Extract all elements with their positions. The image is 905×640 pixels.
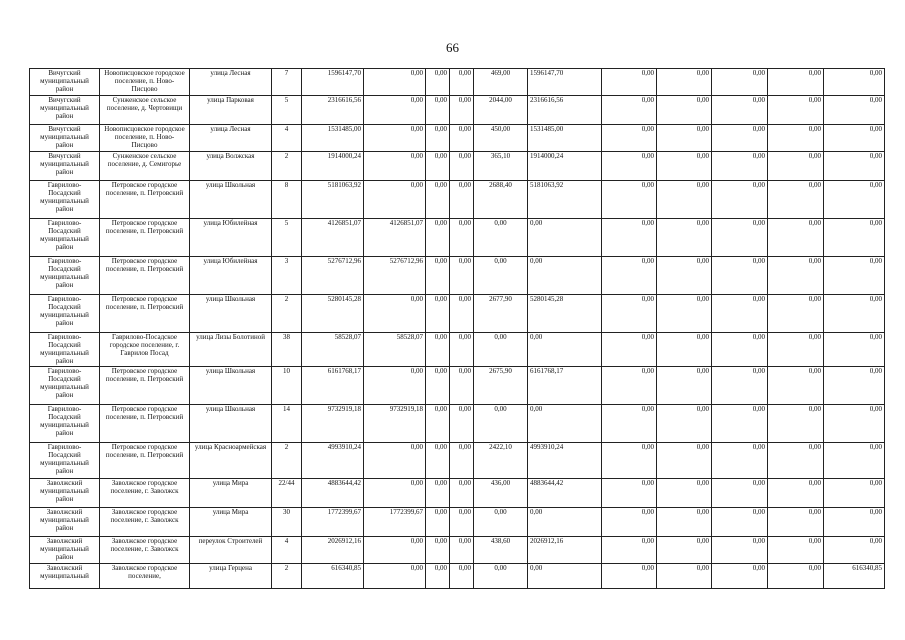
value-cell: 0,00	[712, 69, 768, 96]
district-cell: Вичугский муниципальный район	[30, 96, 100, 125]
value-cell: 0,00	[450, 479, 474, 508]
value-cell: 0,00	[426, 181, 450, 219]
value-cell: 0,00	[450, 443, 474, 479]
value-cell: 616340,85	[824, 564, 885, 589]
value-cell: 0,00	[450, 181, 474, 219]
value-cell: 0,00	[824, 537, 885, 564]
regional-cost-cell: 0,00	[528, 564, 602, 589]
table-row	[30, 479, 885, 508]
value-cell: 0,00	[450, 537, 474, 564]
value-cell: 0,00	[426, 295, 450, 333]
value-cell: 0,00	[657, 96, 712, 125]
value-cell: 0,00	[450, 219, 474, 257]
area-cell: 0,00	[474, 564, 528, 589]
value-cell: 0,00	[768, 69, 824, 96]
settlement-cell: Заволжское городское поселение, г. Заволжск	[100, 479, 190, 508]
value-cell: 0,00	[450, 295, 474, 333]
value-cell: 0,00	[450, 508, 474, 537]
house-number-cell: 14	[272, 405, 302, 443]
fund-cost-cell: 0,00	[364, 152, 426, 181]
value-cell: 0,00	[657, 443, 712, 479]
street-cell: улица Школьная	[190, 405, 272, 443]
total-cost-cell: 4126851,07	[302, 219, 364, 257]
total-cost-cell: 9732919,18	[302, 405, 364, 443]
regional-cost-cell: 1531485,00	[528, 125, 602, 152]
regional-cost-cell: 0,00	[528, 405, 602, 443]
value-cell: 0,00	[712, 405, 768, 443]
value-cell: 0,00	[712, 257, 768, 295]
fund-cost-cell: 9732919,18	[364, 405, 426, 443]
district-cell: Гаврилово-Посадский муниципальный район	[30, 257, 100, 295]
value-cell: 0,00	[712, 295, 768, 333]
district-cell: Гаврилово-Посадский муниципальный район	[30, 443, 100, 479]
regional-cost-cell: 6161768,17	[528, 367, 602, 405]
total-cost-cell: 1914000,24	[302, 152, 364, 181]
district-cell: Гаврилово-Посадский муниципальный район	[30, 405, 100, 443]
value-cell: 0,00	[450, 152, 474, 181]
value-cell: 0,00	[768, 96, 824, 125]
value-cell: 0,00	[426, 125, 450, 152]
area-cell: 469,00	[474, 69, 528, 96]
value-cell: 0,00	[602, 537, 657, 564]
value-cell: 0,00	[426, 333, 450, 367]
regional-cost-cell: 0,00	[528, 508, 602, 537]
regional-cost-cell: 0,00	[528, 333, 602, 367]
value-cell: 0,00	[768, 125, 824, 152]
fund-cost-cell: 0,00	[364, 443, 426, 479]
settlement-cell: Заволжское городское поселение, г. Заволжск	[100, 508, 190, 537]
value-cell: 0,00	[450, 405, 474, 443]
total-cost-cell: 1596147,70	[302, 69, 364, 96]
table-row	[30, 295, 885, 333]
table-row	[30, 69, 885, 96]
table-row	[30, 125, 885, 152]
table-row	[30, 219, 885, 257]
register-table	[29, 68, 885, 589]
value-cell: 0,00	[657, 69, 712, 96]
total-cost-cell: 4883644,42	[302, 479, 364, 508]
street-cell: улица Парковая	[190, 96, 272, 125]
regional-cost-cell: 1596147,70	[528, 69, 602, 96]
street-cell: улица Лесная	[190, 69, 272, 96]
value-cell: 0,00	[602, 479, 657, 508]
value-cell: 0,00	[657, 508, 712, 537]
house-number-cell: 2	[272, 295, 302, 333]
house-number-cell: 5	[272, 96, 302, 125]
fund-cost-cell: 0,00	[364, 537, 426, 564]
value-cell: 0,00	[824, 96, 885, 125]
area-cell: 2675,90	[474, 367, 528, 405]
value-cell: 0,00	[657, 219, 712, 257]
street-cell: улица Лесная	[190, 125, 272, 152]
value-cell: 0,00	[712, 181, 768, 219]
value-cell: 0,00	[712, 219, 768, 257]
value-cell: 0,00	[824, 219, 885, 257]
total-cost-cell: 616340,85	[302, 564, 364, 589]
table-row	[30, 152, 885, 181]
district-cell: Вичугский муниципальный район	[30, 152, 100, 181]
street-cell: улица Волжская	[190, 152, 272, 181]
total-cost-cell: 6161768,17	[302, 367, 364, 405]
value-cell: 0,00	[602, 508, 657, 537]
house-number-cell: 2	[272, 564, 302, 589]
street-cell: улица Красноармейская	[190, 443, 272, 479]
district-cell: Гаврилово-Посадский муниципальный район	[30, 219, 100, 257]
value-cell: 0,00	[602, 181, 657, 219]
table-row	[30, 181, 885, 219]
value-cell: 0,00	[824, 333, 885, 367]
value-cell: 0,00	[768, 152, 824, 181]
area-cell: 2044,00	[474, 96, 528, 125]
area-cell: 438,60	[474, 537, 528, 564]
street-cell: улица Школьная	[190, 181, 272, 219]
value-cell: 0,00	[824, 443, 885, 479]
settlement-cell: Заволжское городское поселение,	[100, 564, 190, 589]
fund-cost-cell: 0,00	[364, 479, 426, 508]
regional-cost-cell: 0,00	[528, 219, 602, 257]
area-cell: 0,00	[474, 405, 528, 443]
street-cell: переулок Строителей	[190, 537, 272, 564]
district-cell: Гаврилово-Посадский муниципальный район	[30, 333, 100, 367]
value-cell: 0,00	[657, 564, 712, 589]
house-number-cell: 7	[272, 69, 302, 96]
table-row	[30, 333, 885, 367]
settlement-cell: Петровское городское поселение, п. Петровский	[100, 219, 190, 257]
regional-cost-cell: 4993910,24	[528, 443, 602, 479]
fund-cost-cell: 0,00	[364, 125, 426, 152]
table-row	[30, 405, 885, 443]
value-cell: 0,00	[712, 152, 768, 181]
house-number-cell: 2	[272, 443, 302, 479]
street-cell: улица Герцена	[190, 564, 272, 589]
regional-cost-cell: 1914000,24	[528, 152, 602, 181]
district-cell: Вичугский муниципальный район	[30, 69, 100, 96]
value-cell: 0,00	[602, 333, 657, 367]
value-cell: 0,00	[426, 367, 450, 405]
value-cell: 0,00	[426, 537, 450, 564]
house-number-cell: 3	[272, 257, 302, 295]
area-cell: 2422,10	[474, 443, 528, 479]
value-cell: 0,00	[450, 257, 474, 295]
value-cell: 0,00	[768, 405, 824, 443]
value-cell: 0,00	[602, 69, 657, 96]
street-cell: улица Лизы Болотиной	[190, 333, 272, 367]
fund-cost-cell: 0,00	[364, 295, 426, 333]
value-cell: 0,00	[426, 96, 450, 125]
value-cell: 0,00	[768, 219, 824, 257]
house-number-cell: 22/44	[272, 479, 302, 508]
district-cell: Заволжский муниципальный район	[30, 479, 100, 508]
value-cell: 0,00	[602, 125, 657, 152]
house-number-cell: 10	[272, 367, 302, 405]
value-cell: 0,00	[602, 295, 657, 333]
street-cell: улица Мира	[190, 508, 272, 537]
table-row	[30, 443, 885, 479]
value-cell: 0,00	[712, 537, 768, 564]
value-cell: 0,00	[602, 564, 657, 589]
value-cell: 0,00	[657, 125, 712, 152]
value-cell: 0,00	[426, 152, 450, 181]
table-body	[30, 69, 885, 589]
value-cell: 0,00	[426, 219, 450, 257]
value-cell: 0,00	[768, 443, 824, 479]
value-cell: 0,00	[824, 508, 885, 537]
district-cell: Заволжский муниципальный район	[30, 508, 100, 537]
value-cell: 0,00	[602, 152, 657, 181]
value-cell: 0,00	[426, 405, 450, 443]
value-cell: 0,00	[824, 125, 885, 152]
value-cell: 0,00	[768, 295, 824, 333]
settlement-cell: Заволжское городское поселение, г. Заволжск	[100, 537, 190, 564]
value-cell: 0,00	[768, 564, 824, 589]
house-number-cell: 2	[272, 152, 302, 181]
value-cell: 0,00	[824, 69, 885, 96]
value-cell: 0,00	[657, 181, 712, 219]
settlement-cell: Петровское городское поселение, п. Петровский	[100, 443, 190, 479]
area-cell: 2677,90	[474, 295, 528, 333]
value-cell: 0,00	[824, 367, 885, 405]
street-cell: улица Школьная	[190, 295, 272, 333]
value-cell: 0,00	[657, 479, 712, 508]
district-cell: Заволжский муниципальный район	[30, 537, 100, 564]
street-cell: улица Юбилейная	[190, 219, 272, 257]
settlement-cell: Новописцовское городское поселение, п. Ново-Писцово	[100, 69, 190, 96]
fund-cost-cell: 0,00	[364, 367, 426, 405]
value-cell: 0,00	[602, 96, 657, 125]
value-cell: 0,00	[450, 564, 474, 589]
value-cell: 0,00	[657, 257, 712, 295]
fund-cost-cell: 5276712,96	[364, 257, 426, 295]
total-cost-cell: 4993910,24	[302, 443, 364, 479]
area-cell: 365,10	[474, 152, 528, 181]
fund-cost-cell: 0,00	[364, 564, 426, 589]
settlement-cell: Петровское городское поселение, п. Петровский	[100, 367, 190, 405]
district-cell: Заволжский муниципальный	[30, 564, 100, 589]
fund-cost-cell: 4126851,07	[364, 219, 426, 257]
value-cell: 0,00	[450, 333, 474, 367]
value-cell: 0,00	[602, 219, 657, 257]
total-cost-cell: 5181063,92	[302, 181, 364, 219]
regional-cost-cell: 4883644,42	[528, 479, 602, 508]
table-row	[30, 96, 885, 125]
fund-cost-cell: 58528,07	[364, 333, 426, 367]
value-cell: 0,00	[824, 257, 885, 295]
value-cell: 0,00	[602, 443, 657, 479]
table-row	[30, 257, 885, 295]
value-cell: 0,00	[768, 479, 824, 508]
value-cell: 0,00	[768, 257, 824, 295]
area-cell: 0,00	[474, 333, 528, 367]
total-cost-cell: 5276712,96	[302, 257, 364, 295]
value-cell: 0,00	[712, 443, 768, 479]
value-cell: 0,00	[768, 537, 824, 564]
table-row	[30, 537, 885, 564]
street-cell: улица Школьная	[190, 367, 272, 405]
table-row	[30, 367, 885, 405]
value-cell: 0,00	[450, 69, 474, 96]
value-cell: 0,00	[657, 333, 712, 367]
house-number-cell: 38	[272, 333, 302, 367]
value-cell: 0,00	[426, 564, 450, 589]
settlement-cell: Сунженское сельское поселение, д. Семигорье	[100, 152, 190, 181]
fund-cost-cell: 0,00	[364, 69, 426, 96]
regional-cost-cell: 5181063,92	[528, 181, 602, 219]
settlement-cell: Петровское городское поселение, п. Петровский	[100, 257, 190, 295]
house-number-cell: 5	[272, 219, 302, 257]
table-row	[30, 564, 885, 589]
value-cell: 0,00	[712, 333, 768, 367]
total-cost-cell: 2316616,56	[302, 96, 364, 125]
fund-cost-cell: 0,00	[364, 96, 426, 125]
value-cell: 0,00	[768, 367, 824, 405]
value-cell: 0,00	[768, 333, 824, 367]
value-cell: 0,00	[768, 181, 824, 219]
area-cell: 0,00	[474, 257, 528, 295]
street-cell: улица Юбилейная	[190, 257, 272, 295]
house-number-cell: 30	[272, 508, 302, 537]
area-cell: 2688,40	[474, 181, 528, 219]
value-cell: 0,00	[657, 295, 712, 333]
value-cell: 0,00	[426, 443, 450, 479]
house-number-cell: 8	[272, 181, 302, 219]
value-cell: 0,00	[712, 96, 768, 125]
value-cell: 0,00	[450, 367, 474, 405]
value-cell: 0,00	[602, 257, 657, 295]
value-cell: 0,00	[426, 508, 450, 537]
value-cell: 0,00	[657, 537, 712, 564]
regional-cost-cell: 2026912,16	[528, 537, 602, 564]
value-cell: 0,00	[426, 69, 450, 96]
value-cell: 0,00	[450, 125, 474, 152]
value-cell: 0,00	[824, 152, 885, 181]
house-number-cell: 4	[272, 125, 302, 152]
area-cell: 450,00	[474, 125, 528, 152]
value-cell: 0,00	[450, 96, 474, 125]
total-cost-cell: 1772399,67	[302, 508, 364, 537]
value-cell: 0,00	[712, 367, 768, 405]
total-cost-cell: 2026912,16	[302, 537, 364, 564]
value-cell: 0,00	[426, 479, 450, 508]
regional-cost-cell: 2316616,56	[528, 96, 602, 125]
district-cell: Гаврилово-Посадский муниципальный район	[30, 295, 100, 333]
total-cost-cell: 5280145,28	[302, 295, 364, 333]
settlement-cell: Сунженское сельское поселение, д. Чертовищи	[100, 96, 190, 125]
settlement-cell: Петровское городское поселение, п. Петровский	[100, 295, 190, 333]
page-number: 66	[446, 40, 459, 55]
regional-cost-cell: 5280145,28	[528, 295, 602, 333]
area-cell: 436,00	[474, 479, 528, 508]
fund-cost-cell: 1772399,67	[364, 508, 426, 537]
district-cell: Вичугский муниципальный район	[30, 125, 100, 152]
fund-cost-cell: 0,00	[364, 181, 426, 219]
area-cell: 0,00	[474, 508, 528, 537]
settlement-cell: Новописцовское городское поселение, п. Ново-Писцово	[100, 125, 190, 152]
value-cell: 0,00	[602, 405, 657, 443]
value-cell: 0,00	[712, 508, 768, 537]
area-cell: 0,00	[474, 219, 528, 257]
value-cell: 0,00	[768, 508, 824, 537]
value-cell: 0,00	[824, 295, 885, 333]
regional-cost-cell: 0,00	[528, 257, 602, 295]
total-cost-cell: 1531485,00	[302, 125, 364, 152]
value-cell: 0,00	[712, 564, 768, 589]
house-number-cell: 4	[272, 537, 302, 564]
value-cell: 0,00	[712, 125, 768, 152]
value-cell: 0,00	[712, 479, 768, 508]
value-cell: 0,00	[824, 405, 885, 443]
settlement-cell: Петровское городское поселение, п. Петровский	[100, 181, 190, 219]
district-cell: Гаврилово-Посадский муниципальный район	[30, 367, 100, 405]
value-cell: 0,00	[657, 152, 712, 181]
settlement-cell: Петровское городское поселение, п. Петровский	[100, 405, 190, 443]
street-cell: улица Мира	[190, 479, 272, 508]
settlement-cell: Гаврилово-Посадское городское поселение, г. Гаврилов Посад	[100, 333, 190, 367]
value-cell: 0,00	[824, 479, 885, 508]
table-row	[30, 508, 885, 537]
value-cell: 0,00	[657, 367, 712, 405]
total-cost-cell: 58528,07	[302, 333, 364, 367]
value-cell: 0,00	[824, 181, 885, 219]
value-cell: 0,00	[602, 367, 657, 405]
value-cell: 0,00	[657, 405, 712, 443]
value-cell: 0,00	[426, 257, 450, 295]
district-cell: Гаврилово-Посадский муниципальный район	[30, 181, 100, 219]
